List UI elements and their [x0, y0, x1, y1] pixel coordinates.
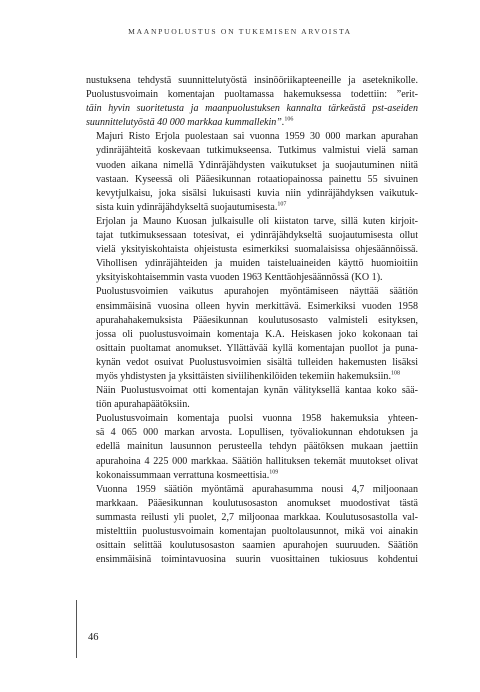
text-fragment: sista kuin ydinräjähdykseltä suojautumisesta. — [96, 201, 278, 213]
text-fragment: myös yhdistysten ja yksittäisten siviilihenkilöiden tekemiin hakemuksiin. — [96, 370, 391, 382]
text-line: jossa oli puolustusvoimain komentaja K.A. Heiskasen joko kokonaan tai — [96, 328, 418, 340]
paragraph-1 — [86, 74, 418, 130]
text-line — [86, 469, 418, 483]
text-line: Näin Puolustusvoimat otti komentajan kynän välityksellä kantaa koko sää- — [96, 385, 418, 397]
text-line: mistelttiin puolustusvoimain komentajan puoltolausunnot, mikä voi ainakin — [96, 526, 418, 537]
text-line: tiön apurahapäätöksiin. — [96, 399, 190, 411]
text-line: summasta reilusti yli puolet, 2,7 miljoonaa markkaa. Koulutusosastolla val- — [96, 511, 418, 523]
text-line: Majuri Risto Erjola puolestaan sai vuonna 1959 30 000 markan apurahan — [96, 131, 418, 143]
text-line: edellä mainitun lausunnon perusteella tehdyn päätöksen mukaan jaettiin — [96, 441, 418, 453]
text-line: Puolustusvoimain komentaja puolsi vuonna 1958 hakemuksia yhteen- — [96, 413, 418, 425]
text-line: kevytjulkaisu, joka sisälsi lukuisasti kuvia niin ydinräjähdyksen vaikutuk- — [96, 187, 418, 199]
paragraph-4 — [86, 285, 418, 412]
text-line: Puolustusvoimain komentajan puoltamassa hakemuksessa todettiin: ”erit- — [86, 89, 418, 101]
text-line: ydinräjähteitä koskevaan tutkimukseensa. Tutkimus valmistui vielä saman — [96, 145, 418, 157]
text-line — [86, 201, 418, 215]
text-line: ensimmäisinä vuosina olleen hyvin merkittävä. Esimerkiksi vuoden 1958 — [96, 300, 418, 312]
text-fragment: kokonaissummaan verrattuna kosmeettisia. — [96, 469, 270, 481]
text-line: ensimmäisinä toimintavuosina suurin vuosittainen tukiosuus kohdentui — [96, 554, 418, 566]
text-line: Puolustusvoimien vaikutus apurahojen myöntämiseen näyttää säätiön — [96, 286, 418, 298]
text-line: apurahoina 4 225 000 markkaa. Säätiön hallituksen tekemät muutokset olivat — [96, 455, 418, 467]
footnote-ref: 106 — [284, 116, 294, 123]
text-line: nustuksena tehdystä suunnittelutyöstä insinööriikapteeneille ja aseteknikolle. — [86, 75, 418, 86]
margin-rule — [76, 600, 77, 658]
quote-text: täin hyvin suoritetusta ja maanpuolustuksen kannalta tärkeästä pst-aseiden — [86, 103, 418, 115]
text-line — [86, 116, 418, 130]
text-line — [86, 102, 418, 116]
text-line: osittain selittää koulutusosaston saamien apurahojen suuruuden. Säätiön — [96, 540, 418, 552]
text-line — [86, 370, 418, 384]
paragraph-2 — [86, 130, 418, 215]
text-line: Vihollisen ydinräjähteiden ja muiden taisteluaineiden käyttö huomioitiin — [96, 258, 418, 270]
footnote-ref: 108 — [390, 370, 400, 377]
text-line: kynän vedot osuivat Puolustusvoimien sisältä tulleiden hakemusten lisäksi — [96, 356, 418, 368]
text-line: vastaan. Kyseessä oli Pääesikunnan rotaatiopainossa painettu 55 sivuinen — [96, 173, 418, 185]
footnote-ref: 107 — [277, 201, 287, 208]
paragraph-6 — [86, 483, 418, 568]
text-line: markkaan. Pääesikunnan koulutusosaston anomukset muodostivat tästä — [96, 497, 418, 509]
quote-text: suunnittelutyöstä 40 000 markkaa kummallekin”. — [86, 117, 285, 129]
text-line: Erjolan ja Mauno Kuosan julkaisulle oli kiistaton tarve, sillä kuten kirjoit- — [96, 215, 418, 227]
text-line: sä 4 065 000 markan arvosta. Lopullisen, työvaliokunnan ehdotuksen ja — [96, 427, 418, 439]
running-header: MAANPUOLUSTUS ON TUKEMISEN ARVOISTA — [128, 27, 352, 36]
text-line: vielä yksityiskohtaista ohjeistusta esimerkiksi suomalaisissa ohjesäännöissä. — [96, 244, 418, 256]
paragraph-3 — [86, 215, 418, 285]
body-text — [86, 74, 418, 567]
paragraph-5 — [86, 412, 418, 482]
text-line: tajat tutkimuksessaan totesivat, ei ydinräjähdykseltä suojautumisesta ollut — [96, 230, 418, 242]
text-line: Vuonna 1959 säätiön myöntämä apurahasumma nousi 4,7 miljoonaan — [96, 483, 418, 495]
text-line: yksityiskohtaisemmin vasta vuoden 1963 Kenttäohjesäännössä (KO 1). — [96, 272, 383, 284]
text-line: vuoden aikana nimellä Ydinräjähdysten vaikutukset ja suojautuminen niitä — [96, 159, 418, 171]
text-line: apurahahakemuksista Pääesikunnan koulutusosasto valmisteli esityksen, — [96, 314, 418, 326]
text-line: osittain puoltamat anomukset. Yllättävää kyllä komentajan puollot ja puna- — [96, 342, 418, 354]
page-number: 46 — [88, 632, 99, 643]
footnote-ref: 109 — [269, 469, 279, 476]
